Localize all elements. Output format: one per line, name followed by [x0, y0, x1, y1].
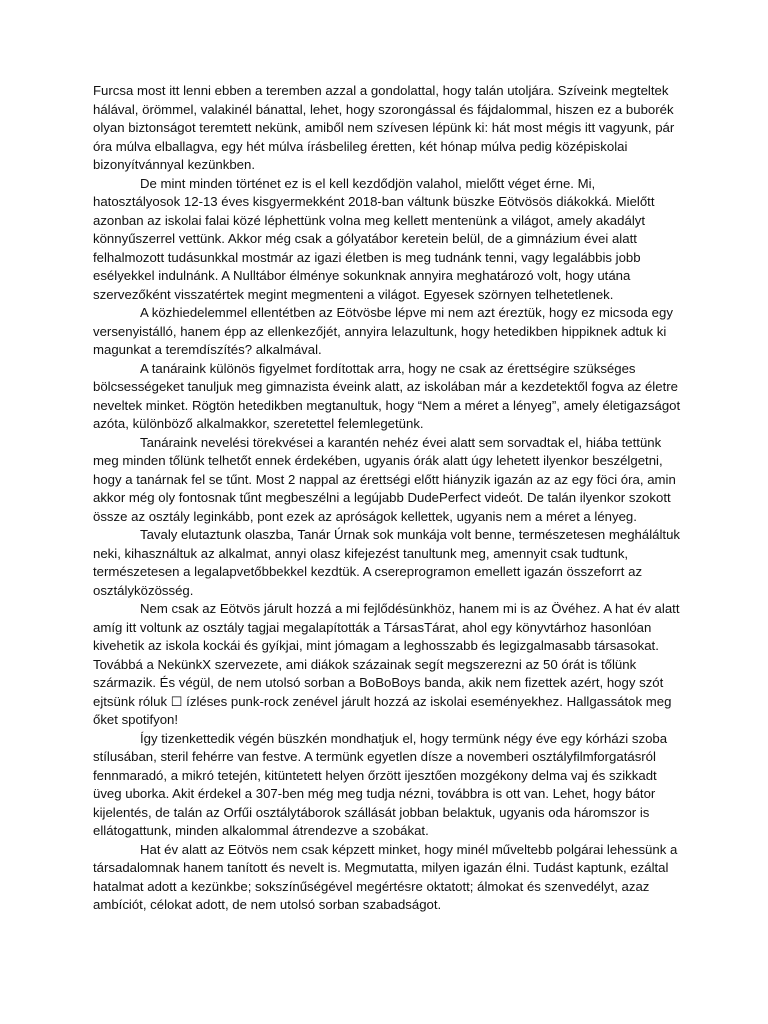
paragraph-3: A közhiedelemmel ellentétben az Eötvösbe lépve mi nem azt éreztük, hogy ez micsoda egy versenyistálló, hanem épp az ellenkezőjét, annyira lelazultunk, hogy hetedikben hippiknek adtuk ki magunkat a teremdíszítés? alkalmával. [93, 305, 673, 357]
paragraph-7: Nem csak az Eötvös járult hozzá a mi fejlődésünkhöz, hanem mi is az Övéhez. A hat év alatt amíg itt voltunk az osztály tagjai megalapították a TársasTárat, ahol egy könyvtárhoz hasonlóan kivehetik az iskola kockái és gyíkjai, mint jómagam a leghosszabb és legizgalmasabb társasokat. Továbbá a NekünkX szervezete, ami diákok százainak segít megszerezni az 50 órát is tőlünk származik. És végül, de nem utolsó sorban a BoBoBoys banda, akik nem fizettek azért, hogy szót ejtsünk róluk ☐ ízléses punk-rock zenével járult hozzá az iskolai eseményekhez. Hallgassátok meg őket spotifyon! [93, 601, 680, 727]
paragraph-2: De mint minden történet ez is el kell kezdődjön valahol, mielőtt véget érne. Mi, hatosztályosok 12-13 éves kisgyermekként 2018-ban váltunk büszke Eötvösös diákokká. Mielőtt azonban az iskolai falai közé léphettünk volna meg kellett mentenünk a világot, amely akadályt könnyűszerrel vettünk. Akkor még csak a gólyatábor keretein belül, de a gimnázium évei alatt felhalmozott tudásunkkal mostmár az igazi életben is meg tudnánk tenni, vagy legalábbis jobb esélyekkel indulnánk. A Nulltábor élménye sokunknak annyira meghatározó volt, hogy utána szervezőként visszatértek megint megmenteni a világot. Egyesek szörnyen telhetetlenek. [93, 175, 655, 302]
paragraph-1: Furcsa most itt lenni ebben a teremben azzal a gondolattal, hogy talán utoljára. Szíveink megteltek hálával, örömmel, valakinél bánattal, lehet, hogy szorongással és fájdalommal, hiszen ez a buborék olyan biztonságot teremtett nekünk, amiből nem szívesen lépünk ki: hát most mégis itt vagyunk, pár óra múlva elballagva, egy hét múlva írásbelileg éretten, két hónap múlva pedig középiskolai bizonyítvánnyal kezünkben. [93, 83, 675, 172]
paragraph-6: Tavaly elutaztunk olaszba, Tanár Úrnak sok munkája volt benne, természetesen megháláltuk neki, kihasználtuk az alkalmat, annyi olasz kifejezést tanultunk meg, amennyit csak tudtunk, természetesen a legalapvetőbbekkel kezdtük. A csereprogramon emellett igazán összeforrt az osztályközösség. [93, 527, 681, 598]
paragraph-5: Tanáraink nevelési törekvései a karantén nehéz évei alatt sem sorvadtak el, hiába tettünk meg minden tőlünk telhetőt ennek érdekében, ugyanis órák alatt úgy lehetett ilyenkor beszélgetni, hogy a tanárnak fel se tűnt. Most 2 nappal az érettségi előtt hiányzik igazán az az egy föci óra, amin akkor még oly fontosnak tűnt megbeszélni a legújabb DudePerfect videót. De talán ilyenkor szokott össze az osztály leginkább, pont ezek az apróságok kellettek, ugyanis nem a méret a lényeg. [93, 434, 676, 524]
paragraph-8: Így tizenkettedik végén büszkén mondhatjuk el, hogy termünk négy éve egy kórházi szoba stílusában, steril fehérre van festve. A termünk egyetlen dísze a novemberi osztályfilmforgatásról fennmaradó, a mikró tetején, kitüntetett helyen őrzött ijesztően mozgékony delma vaj és szikkadt üveg uborka. Akit érdekel a 307-ben még meg tudja nézni, továbbra is ott van. Lehet, hogy bátor kijelentés, de talán az Orfűi osztálytáborok szállását jobban belaktuk, ugyanis oda háromszor is ellátogattunk, minden alkalommal átrendezve a szobákat. [93, 730, 668, 838]
paragraph-4: A tanáraink különös figyelmet fordítottak arra, hogy ne csak az érettségire szükséges bölcsességeket tanuljuk meg gimnazista éveink alatt, az iskolában már a kezdetektől fogva az életre neveltek minket. Rögtön hetedikben megtanultuk, hogy “Nem a méret a lényeg”, amely életigazságot azóta, különböző alkalmakkor, szeretettel felemlegetünk. [93, 360, 681, 431]
paragraph-9: Hat év alatt az Eötvös nem csak képzett minket, hogy minél műveltebb polgárai lehessünk a társadalomnak hanem tanított és nevelt is. Megmutatta, milyen igazán élni. Tudást kaptunk, ezáltal hatalmat adott a kezünkbe; sokszínűségével megértésre oktatott; álmokat és szenvedélyt, azaz ambíciót, célokat adott, de nem utolsó sorban szabadságot. [93, 841, 678, 912]
document-body [93, 82, 685, 915]
